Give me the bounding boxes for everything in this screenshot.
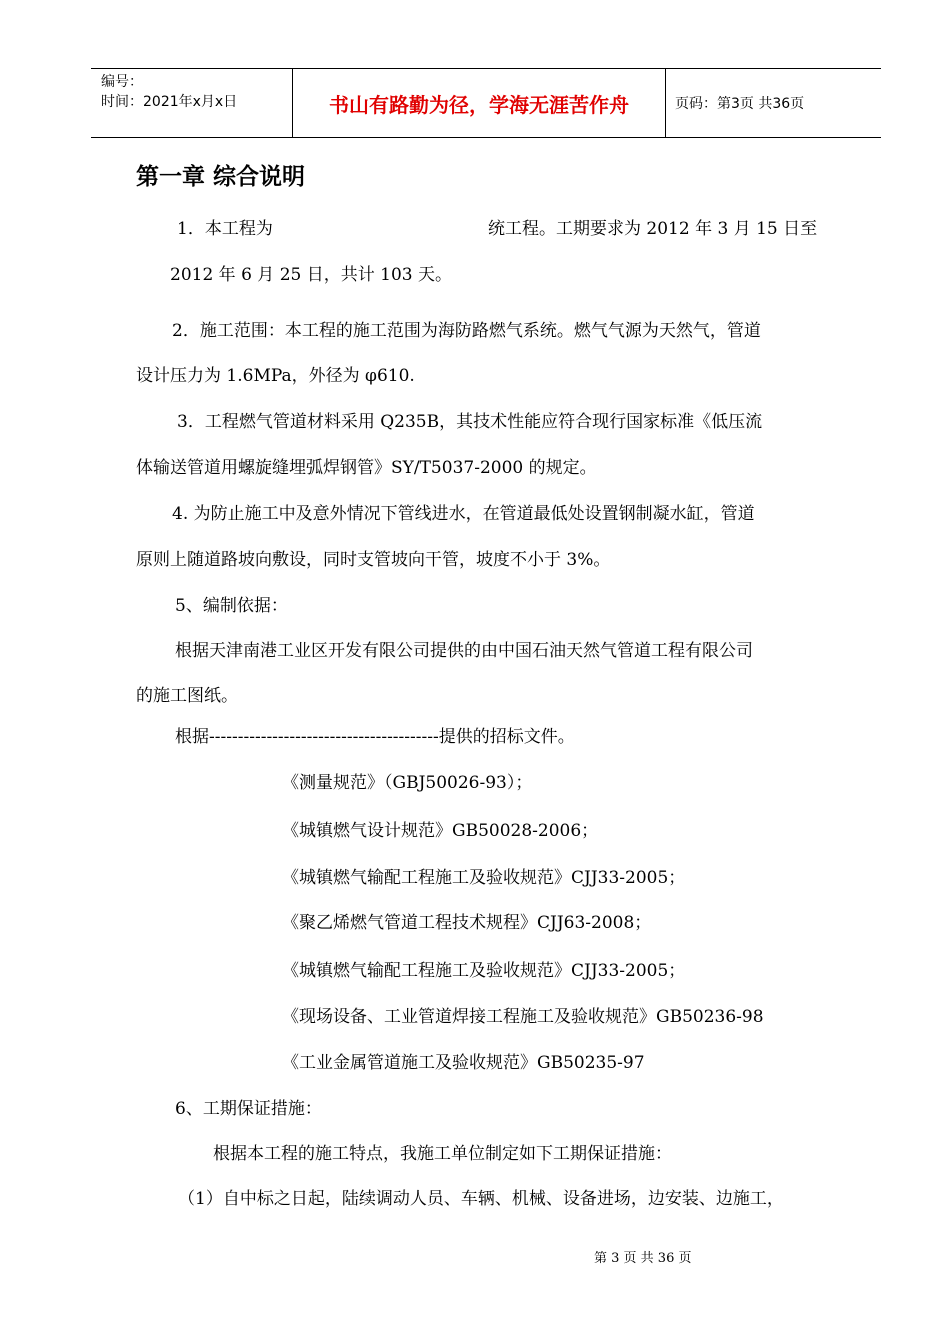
header-left-cell	[91, 69, 293, 137]
section-6-intro: 根据本工程的施工特点，我施工单位制定如下工期保证措施：	[213, 1144, 672, 1164]
paragraph-3-line-1: 3．工程燃气管道材料采用 Q235B，其技术性能应符合现行国家标准《低压流	[177, 412, 763, 432]
header-table	[91, 68, 881, 138]
paragraph-1-line-2: 2012 年 6 月 25 日，共计 103 天。	[170, 265, 452, 285]
standard-item: 《聚乙烯燃气管道工程技术规程》CJJ63-2008；	[282, 913, 652, 933]
page-footer: 第 3 页 共 36 页	[594, 1251, 692, 1266]
section-6-item-1: （1）自中标之日起，陆续调动人员、车辆、机械、设备进场，边安装、边施工，	[178, 1189, 784, 1209]
standard-item: 《测量规范》（GBJ50026-93）；	[282, 773, 533, 793]
paragraph-2-line-2: 设计压力为 1.6MPa，外径为 φ610.	[136, 366, 415, 386]
standard-item: 《城镇燃气输配工程施工及验收规范》CJJ33-2005；	[282, 961, 686, 981]
section-6-heading: 6、工期保证措施：	[175, 1099, 322, 1119]
paragraph-3-line-2: 体输送管道用螺旋缝埋弧焊钢管》SY/T5037-2000 的规定。	[136, 458, 597, 478]
header-page-info: 页码：第3页 共36页	[675, 96, 805, 112]
standard-item: 《现场设备、工业管道焊接工程施工及验收规范》GB50236-98	[282, 1007, 764, 1027]
serial-label: 编号：	[101, 74, 143, 90]
section-5-heading: 5、编制依据：	[175, 596, 288, 616]
section-5-line-1: 根据天津南港工业区开发有限公司提供的由中国石油天然气管道工程有限公司	[175, 641, 753, 661]
paragraph-2-line-1: 2．施工范围：本工程的施工范围为海防路燃气系统。燃气气源为天然气，管道	[172, 321, 761, 341]
section-5-line-3: 根据----------------------------------------提供的招标文件。	[175, 727, 575, 747]
paragraph-1-line-1b: 统工程。工期要求为 2012 年 3 月 15 日至	[488, 219, 818, 239]
chapter-title: 第一章 综合说明	[136, 164, 306, 190]
section-5-line-2: 的施工图纸。	[136, 686, 238, 706]
standard-item: 《工业金属管道施工及验收规范》GB50235-97	[282, 1053, 645, 1073]
standard-item: 《城镇燃气输配工程施工及验收规范》CJJ33-2005；	[282, 868, 686, 888]
paragraph-4-line-1: 4. 为防止施工中及意外情况下管线进水，在管道最低处设置钢制凝水缸，管道	[172, 504, 755, 524]
time-label: 时间：2021年x月x日	[101, 94, 238, 110]
standard-item: 《城镇燃气设计规范》GB50028-2006；	[282, 821, 599, 841]
paragraph-1-line-1a: 1．本工程为	[177, 219, 273, 239]
header-motto: 书山有路勤为径，学海无涯苦作舟	[293, 69, 666, 137]
paragraph-4-line-2: 原则上随道路坡向敷设，同时支管坡向干管，坡度不小于 3%。	[136, 550, 611, 570]
